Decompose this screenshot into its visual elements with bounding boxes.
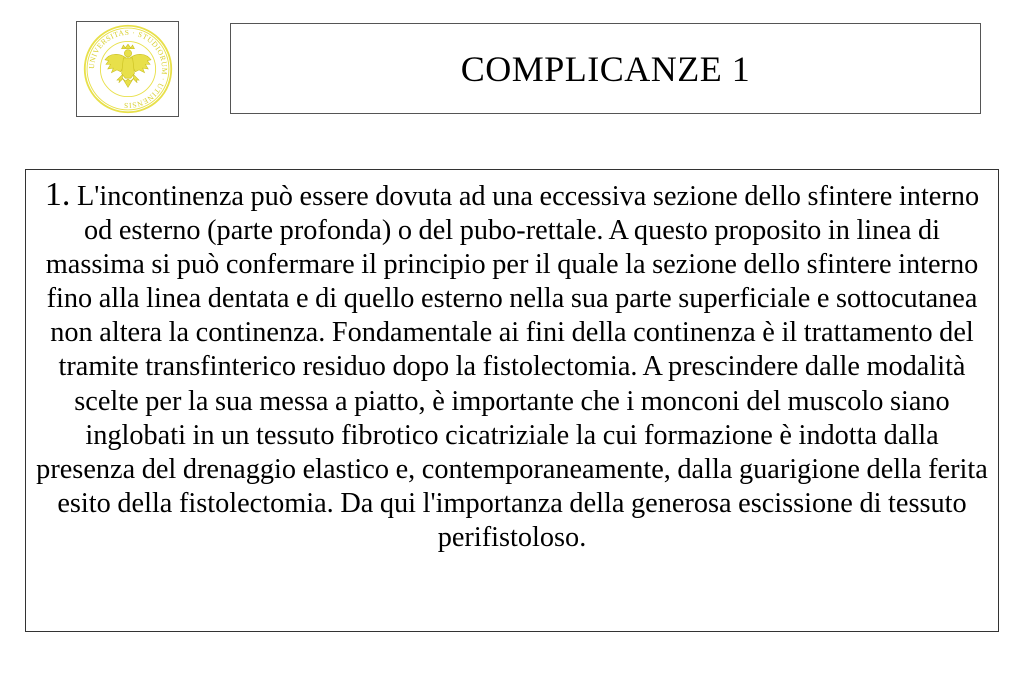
body-text: L'incontinenza può essere dovuta ad una eccessiva sezione dello sfintere interno od esterno (parte profonda) o del pubo-rettale. A questo proposito in linea di massima si può confermare il principio per il quale la sezione dello sfintere interno fino alla linea dentata e di quello esterno nella sua parte superficiale e sottocutanea non altera la continenza. Fondamentale ai fini della continenza è il trattamento del tramite transfinterico residuo dopo la fistolectomia. A prescindere dalle modalità scelte per la sua messa a piatto, è importante che i monconi del muscolo siano inglobati in un tessuto fibrotico cicatriziale la cui formazione è indotta dalla presenza del drenaggio elastico e, contemporaneamente, dalla guarigione della ferita esito della fistolectomia. Da qui l'importanza della generosa escissione di tessuto perifistoloso.: [36, 181, 988, 553]
slide-title: COMPLICANZE 1: [460, 48, 751, 89]
item-number: 1.: [44, 176, 71, 213]
university-seal-icon: [82, 23, 174, 115]
content-paragraph: [34, 178, 990, 555]
seal-inscription: UNIVERSITAS · STUDIORUM · UTINENSIS: [86, 27, 169, 111]
content-frame: [25, 169, 999, 632]
title-frame: [230, 23, 981, 114]
logo-frame: [76, 21, 179, 117]
